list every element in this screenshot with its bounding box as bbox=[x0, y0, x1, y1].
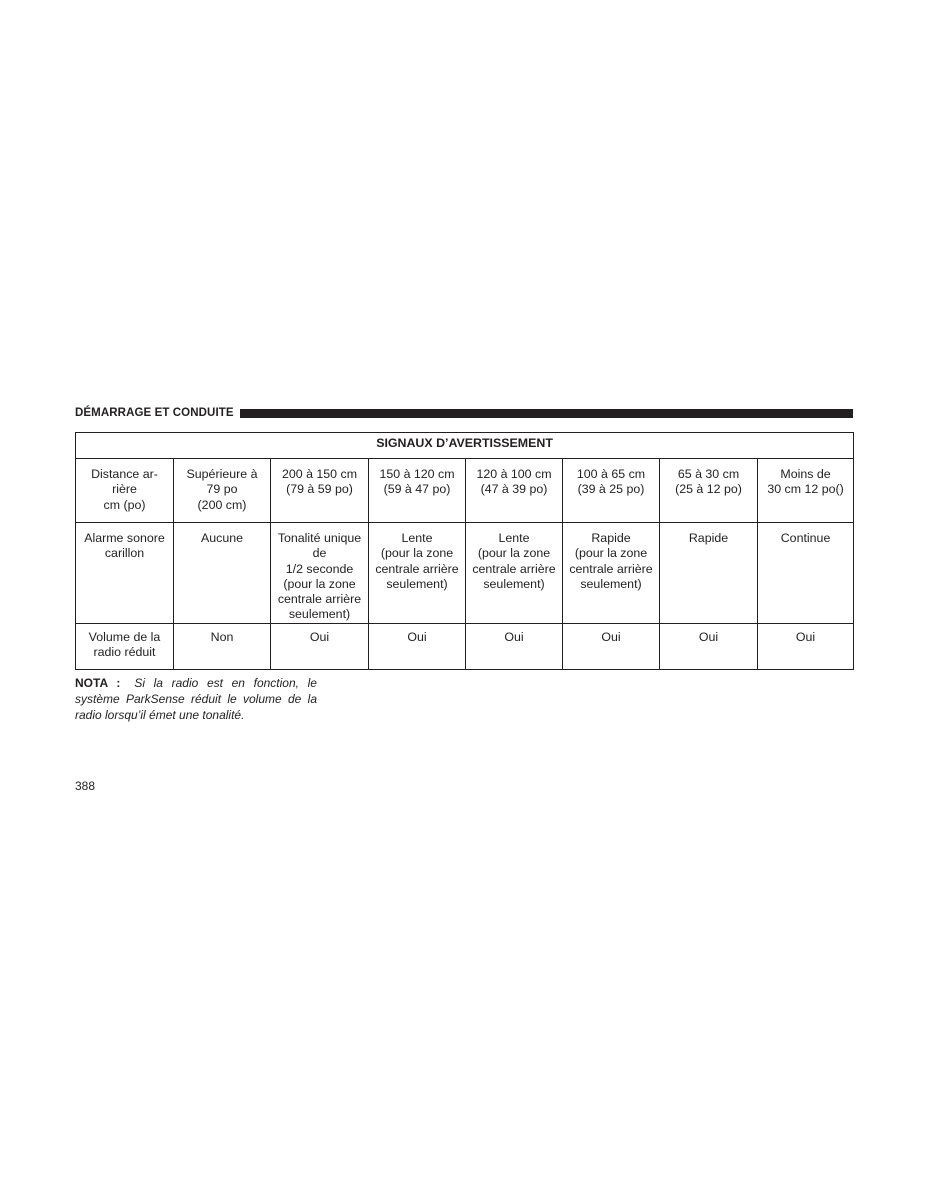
cell-text: Rapide bbox=[591, 531, 631, 545]
cell-text: 30 cm 12 po() bbox=[767, 482, 844, 497]
cell-text: 1/2 seconde bbox=[285, 561, 354, 576]
cell-text: Oui bbox=[795, 630, 816, 644]
cell-text: (25 à 12 po) bbox=[675, 482, 742, 497]
cell-text: Moins de bbox=[780, 467, 831, 481]
table-cell bbox=[758, 624, 854, 670]
table-cell bbox=[271, 624, 369, 670]
cell-text: Volume de la bbox=[88, 630, 161, 644]
cell-text: seulement) bbox=[386, 576, 448, 591]
warning-signals-table bbox=[75, 432, 854, 670]
page-number: 388 bbox=[75, 779, 96, 793]
cell-text: 79 po bbox=[206, 482, 238, 497]
table-title: SIGNAUX D’AVERTISSEMENT bbox=[76, 433, 854, 459]
table-cell bbox=[660, 459, 758, 523]
table-cell bbox=[174, 624, 271, 670]
section-header bbox=[75, 404, 853, 422]
cell-text: Tonalité unique bbox=[277, 531, 362, 545]
row-label bbox=[76, 624, 174, 670]
table-cell bbox=[271, 459, 369, 523]
cell-text: Continue bbox=[780, 531, 831, 545]
section-title: DÉMARRAGE ET CONDUITE bbox=[75, 407, 234, 419]
cell-text: Oui bbox=[698, 630, 719, 644]
cell-text: (pour la zone bbox=[380, 546, 454, 561]
row-label bbox=[76, 459, 174, 523]
cell-text: Oui bbox=[407, 630, 427, 644]
table-cell bbox=[369, 523, 466, 624]
note-text-3: radio lorsqu’il émet une tonalité. bbox=[75, 708, 245, 722]
table-cell bbox=[758, 459, 854, 523]
cell-text: carillon bbox=[104, 546, 145, 561]
cell-text: Supérieure à bbox=[186, 467, 258, 481]
table-row-radio-volume bbox=[76, 624, 854, 670]
note-line-1 bbox=[75, 675, 317, 691]
table-cell bbox=[758, 523, 854, 624]
cell-text: centrale arrière bbox=[569, 561, 653, 576]
cell-text: seulement) bbox=[483, 576, 545, 591]
table-cell bbox=[369, 624, 466, 670]
note-text-1: Si la radio est en fonction, le bbox=[134, 676, 317, 690]
cell-text: (59 à 47 po) bbox=[383, 482, 451, 497]
cell-text: (pour la zone bbox=[574, 546, 648, 561]
cell-text: (39 à 25 po) bbox=[577, 482, 645, 497]
cell-text: (pour la zone bbox=[477, 546, 551, 561]
cell-text: 100 à 65 cm bbox=[576, 467, 646, 481]
cell-text: 200 à 150 cm bbox=[281, 467, 358, 481]
row-label bbox=[76, 523, 174, 624]
cell-text: rière bbox=[112, 482, 137, 497]
note-text-2: système ParkSense réduit le volume de la bbox=[75, 692, 317, 706]
cell-text: seulement) bbox=[288, 607, 351, 622]
cell-text: Oui bbox=[309, 630, 330, 644]
cell-text: Rapide bbox=[688, 531, 729, 545]
cell-text: Oui bbox=[601, 630, 621, 644]
table-cell bbox=[466, 459, 563, 523]
cell-text: (pour la zone bbox=[283, 576, 356, 591]
cell-text: seulement) bbox=[580, 576, 642, 591]
table-cell bbox=[660, 523, 758, 624]
section-header-bar bbox=[240, 409, 853, 418]
table-cell bbox=[563, 523, 660, 624]
cell-text: Lente bbox=[498, 531, 530, 545]
cell-text: cm (po) bbox=[103, 497, 146, 512]
table-cell bbox=[174, 459, 271, 523]
cell-text: 150 à 120 cm bbox=[379, 467, 455, 481]
cell-text: Non bbox=[210, 630, 234, 644]
cell-text: (200 cm) bbox=[197, 497, 247, 512]
cell-text: (79 à 59 po) bbox=[286, 482, 353, 497]
cell-text: 65 à 30 cm bbox=[677, 467, 740, 481]
cell-text: Alarme sonore bbox=[84, 531, 165, 545]
table-body bbox=[76, 459, 854, 670]
cell-text: centrale arrière bbox=[277, 592, 362, 607]
cell-text: Aucune bbox=[200, 531, 244, 545]
cell-text: Distance ar- bbox=[91, 467, 158, 481]
cell-text: (47 à 39 po) bbox=[480, 482, 548, 497]
table-row-alarm bbox=[76, 523, 854, 624]
table-cell bbox=[563, 459, 660, 523]
cell-text: Lente bbox=[401, 531, 433, 545]
cell-text: centrale arrière bbox=[472, 561, 556, 576]
cell-text: de bbox=[312, 546, 327, 561]
table-cell bbox=[174, 523, 271, 624]
table-cell bbox=[466, 523, 563, 624]
table-row-distance bbox=[76, 459, 854, 523]
table-cell bbox=[660, 624, 758, 670]
cell-text: radio réduit bbox=[93, 645, 156, 660]
table-title-row bbox=[76, 433, 854, 459]
table-cell bbox=[466, 624, 563, 670]
cell-text: Oui bbox=[504, 630, 524, 644]
note bbox=[75, 675, 317, 723]
note-label: NOTA : bbox=[75, 676, 121, 690]
table-cell bbox=[271, 523, 369, 624]
table-cell bbox=[563, 624, 660, 670]
cell-text: centrale arrière bbox=[375, 561, 459, 576]
table-cell bbox=[369, 459, 466, 523]
cell-text: 120 à 100 cm bbox=[476, 467, 552, 481]
